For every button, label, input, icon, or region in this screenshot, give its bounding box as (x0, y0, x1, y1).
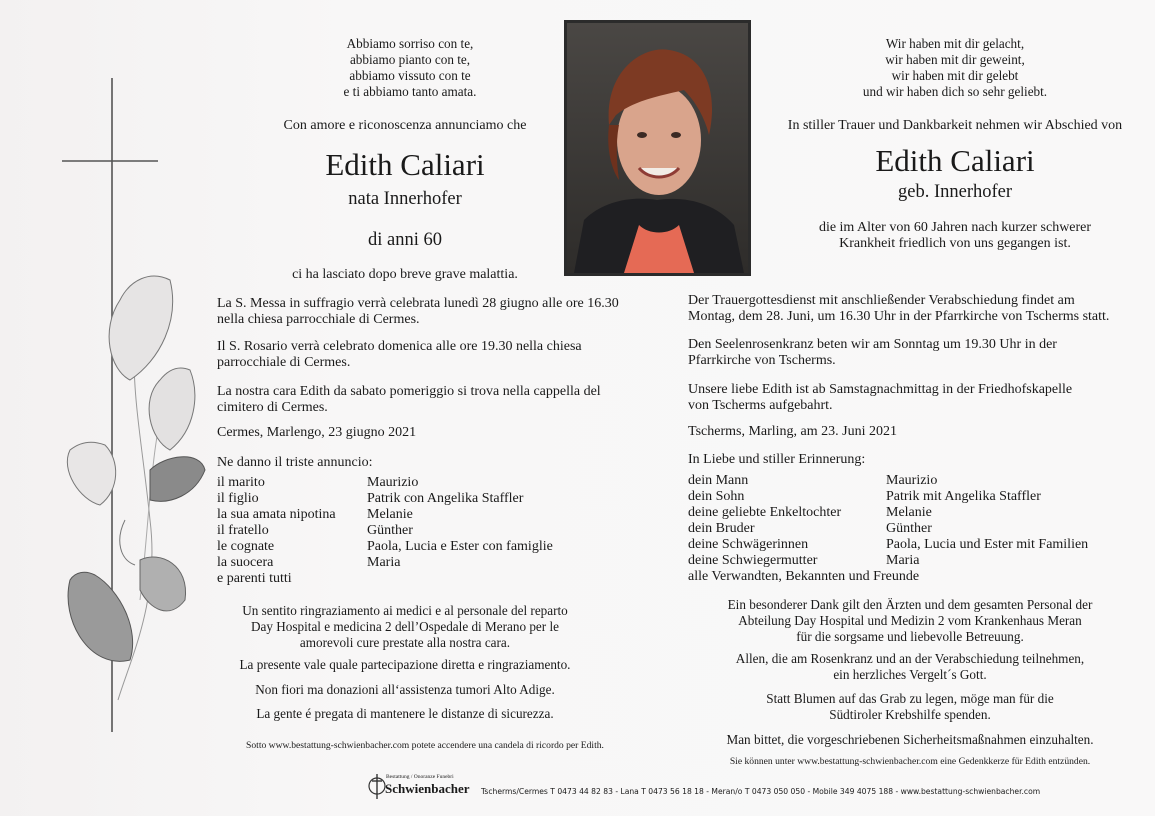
de-thanks (700, 597, 1120, 645)
it-rosary-line: parrocchiale di Cermes. (217, 355, 351, 370)
deceased-portrait (564, 20, 751, 276)
de-relatives-names (886, 473, 1088, 569)
relative-role: deine geliebte Enkeltochter (688, 505, 842, 520)
de-intro: In stiller Trauer und Dankbarkeit nehmen wir Abschied von (787, 118, 1123, 133)
de-thanks-line: Ein besonderer Dank gilt den Ärzten und dem gesamten Personal der (727, 597, 1093, 612)
it-relatives-roles (217, 475, 336, 587)
de-poem-line: wir haben mit dir geweint, (885, 52, 1025, 67)
relative-role: dein Mann (688, 473, 749, 488)
de-place-date: Tscherms, Marling, am 23. Juni 2021 (688, 424, 897, 439)
de-flowers-line: Südtiroler Krebshilfe spenden. (829, 707, 991, 722)
relative-names: Maria (886, 553, 920, 568)
it-poem-line: e ti abbiamo tanto amata. (343, 84, 477, 99)
de-poem-line: und wir haben dich so sehr geliebt. (862, 84, 1048, 99)
de-participation (700, 651, 1120, 683)
logo-name: Schwienbacher (385, 781, 470, 796)
relative-names: Günther (886, 521, 932, 536)
de-poem-line: wir haben mit dir gelebt (891, 68, 1019, 83)
it-chapel (217, 384, 601, 416)
it-chapel-line: cimitero di Cermes. (217, 400, 328, 415)
it-distance: La gente é pregata di mantenere le distanze di sicurezza. (256, 706, 554, 721)
relative-role: dein Sohn (688, 489, 745, 504)
relative-names: Günther (367, 523, 413, 538)
de-rosary-line: Den Seelenrosenkranz beten wir am Sonntag um 19.30 Uhr in der (688, 337, 1057, 352)
relative-role: e parenti tutti (217, 571, 292, 586)
de-rosary-line: Pfarrkirche von Tscherms. (688, 353, 836, 368)
it-flowers: Non fiori ma donazioni all‘assistenza tumori Alto Adige. (255, 682, 555, 697)
relative-names: Paola, Lucia und Ester mit Familien (886, 537, 1089, 552)
it-age: di anni 60 (368, 230, 442, 250)
it-poem-line: abbiamo pianto con te, (349, 52, 471, 67)
de-mass-line: Montag, dem 28. Juni, um 16.30 Uhr in der Pfarrkirche von Tscherms statt. (688, 309, 1110, 324)
de-flowers (700, 691, 1120, 723)
relative-names: Paola, Lucia e Ester con famiglie (367, 539, 553, 554)
relative-role: deine Schwiegermutter (688, 553, 818, 568)
calla-lily-illustration (67, 276, 205, 700)
it-participation: La presente vale quale partecipazione diretta e ringraziamento. (239, 657, 571, 672)
it-chapel-line: La nostra cara Edith da sabato pomeriggio si trova nella cappella del (217, 384, 601, 399)
it-thanks (220, 603, 590, 651)
it-passed-text: ci ha lasciato dopo breve grave malattia. (292, 267, 518, 282)
de-rosary (688, 337, 1057, 369)
relative-role: la suocera (217, 555, 274, 570)
de-poem (800, 36, 1110, 100)
relative-role: la sua amata nipotina (217, 507, 336, 522)
de-deceased-name: Edith Caliari (875, 143, 1035, 178)
de-candle-note: Sie können unter www.bestattung-schwienbacher.com eine Gedenkkerze für Edith entzünden. (729, 756, 1091, 767)
it-poem (255, 36, 565, 100)
it-relatives-names (367, 475, 553, 571)
de-poem-line: Wir haben mit dir gelacht, (885, 36, 1025, 51)
relative-names: Patrik mit Angelika Staffler (886, 489, 1041, 504)
it-intro: Con amore e riconoscenza annunciamo che (283, 118, 527, 133)
it-mass-line: La S. Messa in suffragio verrà celebrata lunedì 28 giugno alle ore 16.30 (217, 296, 619, 311)
de-flowers-line: Statt Blumen auf das Grab zu legen, möge man für die (766, 691, 1054, 706)
it-place-date: Cermes, Marlengo, 23 giugno 2021 (217, 425, 417, 440)
de-maiden-name: geb. Innerhofer (897, 182, 1013, 202)
it-mass (217, 296, 619, 328)
de-age-line: Krankheit friedlich von uns gegangen ist. (839, 236, 1071, 251)
de-chapel-line: von Tscherms aufgebahrt. (688, 398, 833, 413)
portrait-illustration (564, 20, 751, 276)
footer-contacts: Tscherms/Cermes T 0473 44 82 83 - Lana T 0473 56 18 18 - Meran/o T 0473 050 050 - Mobile 349 4075 188 - www.bestattung-schwienbacher.com (481, 787, 1041, 796)
funeral-home-logo (368, 772, 478, 802)
it-thanks-line: amorevoli cure prestate alla nostra cara. (299, 635, 511, 650)
de-age-line: die im Alter von 60 Jahren nach kurzer schwerer (818, 220, 1092, 235)
de-distance: Man bittet, die vorgeschriebenen Sicherheitsmaßnahmen einzuhalten. (726, 732, 1094, 747)
relative-names: Maria (367, 555, 401, 570)
relative-role: dein Bruder (688, 521, 755, 536)
it-thanks-line: Day Hospital e medicina 2 dell’Ospedale di Merano per le (251, 619, 559, 634)
it-mass-line: nella chiesa parrocchiale di Cermes. (217, 312, 420, 327)
de-mass-line: Der Trauergottesdienst mit anschließender Verabschiedung findet am (688, 293, 1075, 308)
relative-role: il fratello (217, 523, 269, 538)
de-announce: In Liebe und stiller Erinnerung: (688, 452, 866, 467)
de-chapel (688, 382, 1072, 414)
it-deceased-name: Edith Caliari (325, 147, 485, 182)
relative-names: Melanie (367, 507, 413, 522)
de-participation-line: Allen, die am Rosenkranz und an der Verabschiedung teilnehmen, (735, 651, 1085, 666)
cross-logo-icon (368, 772, 386, 800)
de-age (770, 220, 1140, 252)
cross-and-lily-decoration (0, 0, 240, 816)
it-candle-note: Sotto www.bestattung-schwienbacher.com potete accendere una candela di ricordo per Edith. (246, 740, 604, 751)
it-poem-line: Abbiamo sorriso con te, (346, 36, 474, 51)
de-thanks-line: für die sorgsame und liebevolle Betreuung. (796, 629, 1024, 644)
it-announce: Ne danno il triste annuncio: (217, 455, 373, 470)
relative-names: Maurizio (886, 473, 938, 488)
logo-tagline: Bestattung / Onoranze Funebri (386, 774, 454, 780)
relative-role: le cognate (217, 539, 275, 554)
it-poem-line: abbiamo vissuto con te (349, 68, 471, 83)
de-thanks-line: Abteilung Day Hospital und Medizin 2 vom Krankenhaus Meran (738, 613, 1082, 628)
de-participation-line: ein herzliches Vergelt´s Gott. (833, 667, 987, 682)
de-relatives-roles (688, 473, 919, 585)
it-rosary (217, 339, 582, 371)
relative-names: Patrik con Angelika Staffler (367, 491, 524, 506)
it-thanks-line: Un sentito ringraziamento ai medici e al personale del reparto (242, 603, 568, 618)
relative-role: deine Schwägerinnen (688, 537, 809, 552)
it-maiden-name: nata Innerhofer (348, 189, 462, 209)
de-chapel-line: Unsere liebe Edith ist ab Samstagnachmittag in der Friedhofskapelle (688, 382, 1073, 397)
relative-role: alle Verwandten, Bekannten und Freunde (688, 569, 920, 584)
de-mass (688, 293, 1109, 325)
it-rosary-line: Il S. Rosario verrà celebrato domenica alle ore 19.30 nella chiesa (217, 339, 582, 354)
relative-names: Melanie (886, 505, 932, 520)
relative-role: il figlio (217, 491, 259, 506)
relative-names: Maurizio (367, 475, 419, 490)
relative-role: il marito (217, 475, 265, 490)
